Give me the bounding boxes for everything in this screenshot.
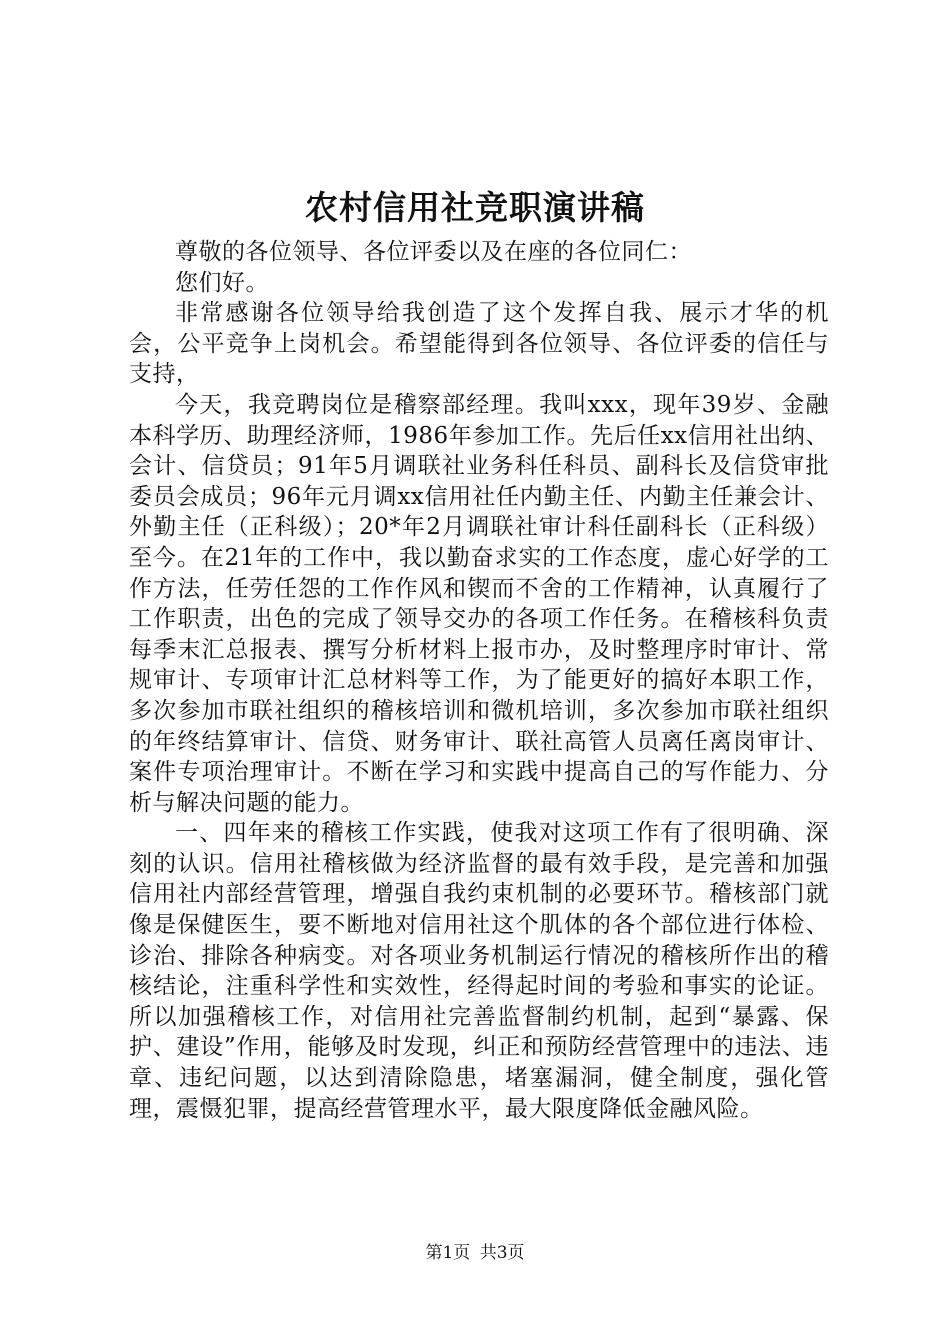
background-paragraph: 今天，我竞聘岗位是稽察部经理。我叫xxx，现年39岁、金融本科学历、助理经济师，1986年参加工作。先后任xx信用社出纳、会计、信贷员；91年5月调联社业务科任科员、副科长及信贷审批委员会成员；96年元月调xx信用社任内勤主任、内勤主任兼会计、外勤主任（正科级）；20*年2月调联社审计科任副科长（正科级）至今。在21年的工作中，我以勤奋求实的工作态度，虚心好学的工作方法，任劳任怨的工作作风和锲而不舍的工作精神，认真履行了工作职责，出色的完成了领导交办的各项工作任务。在稽核科负责每季末汇总报表、撰写分析材料上报市办，及时整理序时审计、常规审计、专项审计汇总材料等工作，为了能更好的搞好本职工作，多次参加市联社组织的稽核培训和微机培训，多次参加市联社组织的年终结算审计、信贷、财务审计、联社高管人员离任离岗审计、案件专项治理审计。不断在学习和实践中提高自己的写作能力、分析与解决问题的能力。: [129, 391, 829, 816]
document-title: 农村信用社竞职演讲稿: [305, 188, 645, 227]
page-total: 共3页: [479, 1243, 525, 1263]
salutation-paragraph: 尊敬的各位领导、各位评委以及在座的各位同仁：: [175, 239, 692, 265]
section-one-paragraph: 一、四年来的稽核工作实践，使我对这项工作有了很明确、深刻的认识。信用社稽核做为经济监督的最有效手段，是完善和加强信用社内部经营管理，增强自我约束机制的必要环节。稽核部门就像是保健医生，要不断地对信用社这个肌体的各个部位进行体检、诊治、排除各种病变。对各项业务机制运行情况的稽核所作出的稽核结论，注重科学性和实效性，经得起时间的考验和事实的论证。所以加强稽核工作，对信用社完善监督制约机制，起到“暴露、保护、建设”作用，能够及时发现，纠正和预防经营管理中的违法、违章、违纪问题，以达到清除隐患，堵塞漏洞，健全制度，强化管理，震慑犯罪，提高经营管理水平，最大限度降低金融风险。: [129, 820, 829, 1122]
greeting-paragraph: 您们好。: [175, 269, 269, 296]
document-body: [129, 237, 829, 1124]
page-footer: [0, 1242, 950, 1264]
page-number: 第1页: [425, 1243, 471, 1263]
thanks-paragraph: 非常感谢各位领导给我创造了这个发挥自我、展示才华的机会，公平竞争上岗机会。希望能得到各位领导、各位评委的信任与支持，: [129, 300, 829, 388]
